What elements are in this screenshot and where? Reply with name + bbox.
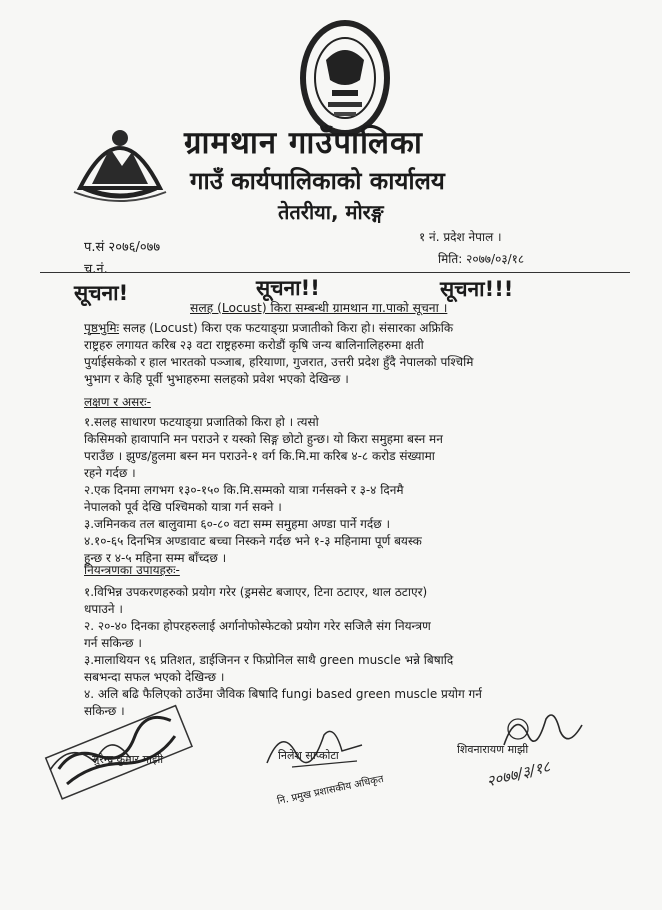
symptom-line: किसिमको हावापानि मन पराउने र यस्को सिङ्ग छोटो हुन्छ। यो किरा समुहमा बस्न मन (84, 432, 443, 446)
dispatch-number: च.नं. (84, 262, 108, 277)
background-line: राष्ट्रहरु लगायत करिब २३ वटा राष्ट्रहरुमा करोडौं कृषि जन्य बालिनालिहरुमा क्षती (84, 338, 424, 352)
symptom-line: २.एक दिनमा लगभग १३०-१५० कि.मि.सम्मको यात्रा गर्नसक्ने र ३-४ दिनमै (84, 483, 404, 497)
office-name: गाउँ कार्यपालिकाको कार्यालय (190, 167, 445, 195)
symptom-line: पराउँछ । झुण्ड/हुलमा बस्न मन पराउने-१ वर्ग कि.मि.मा करिब ४-८ करोड संख्यामा (84, 449, 435, 463)
background-line-text: सलह (Locust) किरा एक फटयाङ्ग्रा प्रजातीको किरा हो। संसारका अफ्रिकि (122, 321, 454, 335)
symptom-line: ३.जमिनकव तल बालुवामा ६०-८० वटा सम्म समुहमा अण्डा पार्ने गर्दछ । (84, 517, 391, 531)
control-line: २. २०-४० दिनका होपरहरुलाई अर्गानोफोस्फेटको प्रयोग गरेर सजिलै संग नियन्त्रण (84, 619, 431, 633)
office-location: तेतरीया, मोरङ्ग (278, 200, 384, 224)
signature-middle (262, 715, 372, 775)
signatory-middle-name: निलेश साप्कोटा (278, 749, 339, 762)
background-line (84, 320, 594, 337)
symptoms-heading: लक्षण र असरः- (84, 395, 151, 409)
signatory-left-name: सुरेन्द्र कुमार माझी (92, 753, 164, 766)
control-line: ४. अलि बढि फैलिएको ठाउँमा जैविक बिषादि fungi based green muscle प्रयोग गर्न (84, 687, 482, 701)
control-line: सकिन्छ । (84, 704, 125, 718)
notice-heading-2: सूचना!! (256, 276, 320, 300)
background-section (84, 320, 594, 388)
issue-date: मिति: २०७७/०३/१८ (438, 252, 525, 266)
control-heading: नियन्त्रणका उपायहरुः- (84, 563, 180, 577)
control-line: सबभन्दा सफल भएको देखिन्छ । (84, 670, 225, 684)
nepal-emblem (70, 118, 170, 202)
notice-heading-3: सूचना!!! (440, 277, 514, 301)
control-line: धपाउने । (84, 602, 123, 616)
symptom-line: हुन्छ र ४-५ महिना सम्म बाँच्दछ । (84, 551, 227, 565)
signatory-middle-title: नि. प्रमुख प्रशासकीय अधिकृत (276, 773, 385, 808)
signatory-right-name: शिवनारायण माझी (457, 743, 529, 756)
control-line: गर्न सकिन्छ । (84, 636, 142, 650)
symptom-line: रहने गर्दछ । (84, 466, 136, 480)
notice-heading-1: सूचना! (74, 281, 129, 305)
background-line: पुर्याईसकेको र हाल भारतको पञ्जाब, हरियाणा, गुजरात, उत्तरी प्रदेश हुँदै नेपालको पश्चिमि (84, 355, 474, 369)
municipality-name: ग्रामथान गाउँपालिका (184, 125, 423, 161)
signature-date: २०७७/३/१८ (484, 757, 552, 791)
reference-number: प.सं २०७६/०७७ (84, 240, 161, 255)
province-line: १ नं. प्रदेश नेपाल । (419, 230, 502, 244)
header-divider (40, 272, 630, 273)
symptom-line: १.सलह साधारण फटयाङ्ग्रा प्रजातिको किरा हो । त्यसो (84, 415, 319, 429)
symptom-line: नेपालको पूर्व देखि पश्चिमको यात्रा गर्न सक्ने । (84, 500, 282, 514)
notice-subject: सलह (Locust) किरा सम्बन्धी ग्रामथान गा.पाको सूचना । (190, 301, 448, 315)
symptoms-section (84, 414, 594, 567)
symptom-line: ४.१०-६५ दिनभित्र अण्डावाट बच्चा निस्कने गर्दछ भने १-३ महिनामा पूर्ण बयस्क (84, 534, 422, 548)
control-line: ३.मालाथियन ९६ प्रतिशत, डाईजिनन र फिप्रोनिल साथै green muscle भन्ने बिषादि (84, 653, 454, 667)
control-line: १.विभिन्न उपकरणहरुको प्रयोग गरेर (ड्रमसेट बजाएर, टिना ठटाएर, थाल ठटाएर) (84, 585, 428, 599)
background-line: भुभाग र केहि पूर्वी भुभाहरुमा सलहको प्रवेश भएको देखिन्छ । (84, 372, 349, 386)
background-heading: पृष्ठभुमिः (84, 321, 120, 335)
